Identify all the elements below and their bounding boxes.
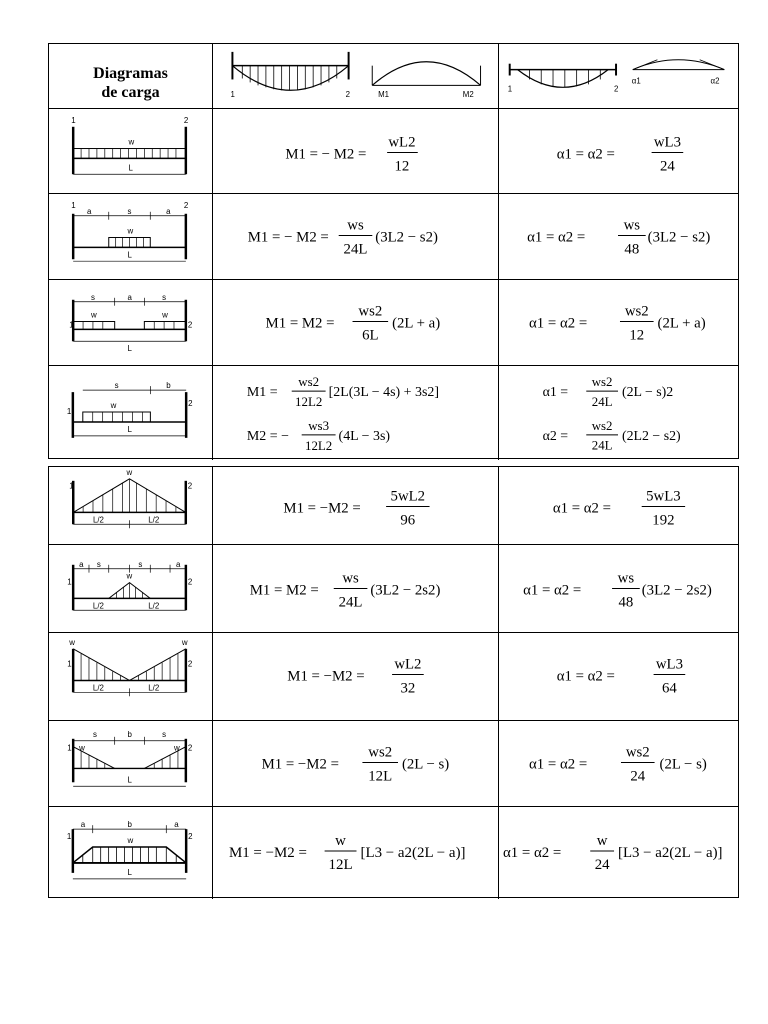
moment-line1-denominator: 12L2 — [295, 394, 323, 410]
slope-formula — [499, 633, 738, 720]
moment-formula — [213, 807, 498, 899]
slope-line1-denominator: 24L — [591, 395, 613, 410]
diagram-label-s: s — [90, 292, 95, 302]
diagram-label-b: b — [127, 820, 132, 830]
moment-numerator: wL2 — [388, 134, 416, 151]
diagram-label-1: 1 — [69, 320, 74, 330]
slope-denominator: 64 — [662, 680, 677, 697]
moment-formula-cell — [213, 721, 499, 806]
header-moment-label-m2: M2 — [462, 90, 474, 100]
diagram-label-l-half: L/2 — [92, 683, 104, 693]
diagram-label-2: 2 — [188, 399, 193, 409]
fixed-beam-moment-sketch — [213, 44, 498, 108]
header-title-cell — [49, 44, 213, 108]
moment-formula-cell — [213, 807, 499, 899]
diagram-label-2: 2 — [187, 320, 193, 330]
diagram-label-2: 2 — [183, 115, 189, 125]
moment-numerator: w — [335, 833, 346, 850]
moment-formula — [213, 194, 498, 279]
load-diagram-cell — [49, 366, 213, 460]
slope-formula-cell — [499, 807, 738, 899]
slope-line2-tail: (2L2 − s2) — [621, 428, 681, 444]
diagram-label-w: w — [127, 226, 134, 236]
diagram-label-l: L — [127, 867, 132, 877]
central-partial-load-diagram — [49, 194, 212, 279]
slope-formula — [499, 721, 738, 806]
slope-lhs: α1 = α2 = — [529, 315, 588, 332]
diagram-label-w: w — [128, 137, 135, 147]
diagram-label-2: 2 — [187, 481, 193, 491]
header-moment-label-1: 1 — [230, 90, 235, 100]
moment-numerator: ws — [347, 217, 364, 234]
slope-formula-cell — [499, 467, 738, 544]
slope-tail: (3L2 − 2s2) — [641, 582, 712, 599]
diagram-label-w: w — [90, 310, 97, 320]
table-part-2 — [48, 466, 739, 898]
diagram-label-1: 1 — [66, 832, 72, 842]
moment-formula-pair — [213, 366, 498, 460]
slope-tail: (3L2 − s2) — [647, 229, 711, 246]
diagram-label-w: w — [127, 836, 134, 846]
table-row — [49, 721, 738, 807]
moment-line1-tail: [2L(3L − 4s) + 3s2] — [328, 385, 440, 401]
moment-formula — [213, 280, 498, 365]
moment-lhs: M1 = −M2 = — [261, 756, 339, 773]
slope-formula — [499, 280, 738, 365]
load-diagram-cell — [49, 109, 213, 193]
diagram-label-l-half: L/2 — [92, 601, 104, 611]
moment-denominator: 32 — [400, 680, 416, 697]
moment-denominator: 12 — [394, 158, 410, 175]
diagram-label-b: b — [166, 381, 171, 391]
moment-tail: [L3 − a2(2L − a)] — [360, 844, 466, 861]
triangular-load-diagram — [49, 467, 212, 544]
moment-lhs: M1 = − M2 = — [285, 146, 367, 163]
moment-numerator: ws — [342, 570, 359, 587]
end-triangular-loads-diagram — [49, 721, 212, 806]
header-moment-label-m1: M1 — [378, 90, 390, 100]
slope-formula-cell — [499, 721, 738, 806]
diagram-label-1: 1 — [67, 743, 72, 753]
slope-line1-numerator: ws2 — [591, 375, 613, 390]
diagram-label-2: 2 — [187, 577, 193, 587]
moment-formula — [213, 545, 498, 632]
diagram-label-1: 1 — [67, 659, 72, 669]
diagram-label-w: w — [69, 637, 75, 647]
diagram-label-l-half: L/2 — [148, 683, 160, 693]
header-slope-label-2: 2 — [614, 84, 619, 94]
slope-denominator: 24 — [594, 856, 610, 873]
end-partial-loads-diagram — [49, 280, 212, 365]
slope-formula — [499, 545, 738, 632]
diagram-label-s: s — [114, 381, 119, 391]
moment-numerator: ws2 — [358, 303, 383, 320]
moment-tail: (3L2 − 2s2) — [370, 582, 441, 599]
table-row — [49, 807, 738, 899]
moment-line1-numerator: ws2 — [298, 374, 320, 390]
header-title — [49, 64, 212, 102]
slope-lhs: α1 = α2 = — [556, 668, 615, 685]
uniform-load-diagram — [49, 109, 212, 193]
slope-lhs: α1 = α2 = — [552, 500, 611, 517]
central-triangular-load-diagram — [49, 545, 212, 632]
slope-formula — [499, 194, 738, 279]
moment-formula — [213, 721, 498, 806]
load-diagram-cell — [49, 545, 213, 632]
diagram-label-w: w — [126, 467, 133, 477]
header-slope-diagram — [499, 44, 738, 108]
slope-numerator: 5wL3 — [646, 488, 681, 505]
load-diagram-cell — [49, 633, 213, 720]
diagram-label-w: w — [162, 310, 168, 320]
moment-denominator: 24L — [343, 241, 368, 258]
diagram-label-l: L — [127, 775, 132, 785]
slope-formula-cell — [499, 633, 738, 720]
header-title-line2: de carga — [101, 84, 160, 101]
slope-tail: (2L − s) — [659, 756, 707, 773]
load-diagram-cell — [49, 467, 213, 544]
moment-lhs: M1 = −M2 = — [287, 668, 365, 685]
diagram-label-l: L — [127, 250, 132, 260]
slope-formula — [499, 109, 738, 193]
table-part-1 — [48, 43, 739, 459]
diagram-label-a: a — [174, 820, 179, 830]
load-diagram-cell — [49, 194, 213, 279]
slope-denominator: 48 — [624, 241, 640, 258]
slope-lhs: α1 = α2 = — [556, 146, 615, 163]
slope-formula-cell — [499, 545, 738, 632]
slope-formula-cell — [499, 109, 738, 193]
moment-line1-lhs: M1 = — [246, 385, 278, 401]
moment-numerator: wL2 — [394, 656, 422, 673]
slope-numerator: ws — [617, 570, 635, 587]
moment-numerator: 5wL2 — [390, 488, 426, 505]
moment-tail: (2L + a) — [392, 315, 441, 332]
table-row — [49, 194, 738, 280]
diagram-label-s: s — [138, 559, 143, 569]
diagram-label-a: a — [127, 292, 132, 302]
table-row — [49, 545, 738, 633]
slope-denominator: 24 — [660, 158, 675, 175]
moment-lhs: M1 = M2 = — [249, 582, 319, 599]
moment-tail: (2L − s) — [401, 756, 450, 773]
diagram-label-a: a — [175, 559, 181, 569]
diagram-label-w: w — [173, 743, 180, 753]
fixed-beam-slope-sketch — [499, 44, 738, 108]
diagram-label-w: w — [79, 743, 85, 753]
moment-denominator: 24L — [338, 594, 363, 611]
moment-lhs: M1 = − M2 = — [247, 229, 329, 246]
slope-lhs: α1 = α2 = — [529, 756, 588, 773]
diagram-label-l: L — [128, 163, 133, 173]
diagram-label-1: 1 — [66, 406, 72, 416]
diagram-label-w: w — [181, 637, 188, 647]
diagram-label-1: 1 — [71, 200, 76, 210]
diagram-label-2: 2 — [183, 200, 189, 210]
moment-formula-cell — [213, 545, 499, 632]
left-partial-load-diagram — [49, 366, 212, 460]
diagram-label-w: w — [126, 571, 133, 581]
moment-tail: (3L2 − s2) — [375, 229, 438, 246]
header-moment-diagram — [213, 44, 499, 108]
load-diagram-cell — [49, 807, 213, 899]
load-diagram-cell — [49, 721, 213, 806]
load-diagram-cell — [49, 280, 213, 365]
diagram-label-w: w — [110, 401, 117, 411]
trapezoidal-load-diagram — [49, 807, 212, 899]
header-slope-label-1: 1 — [507, 84, 513, 94]
slope-formula — [499, 467, 738, 544]
moment-formula-cell — [213, 280, 499, 365]
moment-formula-cell — [213, 467, 499, 544]
slope-lhs: α1 = α2 = — [523, 582, 582, 599]
header-slope-label-a1: α1 — [631, 76, 641, 86]
slope-numerator: wL3 — [655, 656, 683, 673]
slope-line2-lhs: α2 = — [542, 428, 569, 444]
diagram-label-s: s — [127, 206, 132, 216]
moment-formula-cell — [213, 109, 499, 193]
slope-formula-cell — [499, 366, 738, 460]
diagram-label-l: L — [127, 424, 132, 434]
moment-line2-numerator: ws3 — [308, 417, 330, 433]
moment-denominator: 96 — [400, 512, 416, 529]
moment-formula-cell — [213, 366, 499, 460]
moment-formula-cell — [213, 194, 499, 279]
slope-tail: [L3 − a2(2L − a)] — [618, 844, 723, 861]
moment-lhs: M1 = M2 = — [265, 315, 335, 332]
diagram-label-l: L — [127, 344, 132, 354]
moment-formula — [213, 633, 498, 720]
header-moment-label-2: 2 — [345, 90, 351, 100]
diagram-label-l-half: L/2 — [148, 601, 160, 611]
table-row — [49, 109, 738, 194]
slope-lhs: α1 = α2 = — [527, 229, 586, 246]
slope-formula — [499, 807, 738, 899]
moment-line2-lhs: M2 = − — [246, 428, 289, 444]
moment-line2-denominator: 12L2 — [304, 437, 333, 453]
diagram-label-2: 2 — [187, 659, 193, 669]
diagram-label-a: a — [80, 820, 86, 830]
slope-numerator: ws — [623, 217, 641, 234]
moment-lhs: M1 = −M2 = — [283, 500, 361, 517]
diagram-label-b: b — [127, 729, 132, 739]
header-row — [49, 44, 738, 109]
slope-denominator: 192 — [652, 512, 675, 529]
slope-denominator: 24 — [630, 768, 646, 785]
diagram-label-2: 2 — [187, 743, 193, 753]
diagram-label-s: s — [162, 292, 167, 302]
slope-line1-lhs: α1 = — [542, 385, 569, 401]
table-row — [49, 366, 738, 460]
slope-lhs: α1 = α2 = — [502, 844, 562, 861]
slope-line2-numerator: ws2 — [591, 418, 613, 433]
slope-line2-denominator: 24L — [591, 438, 613, 453]
slope-tail: (2L + a) — [657, 315, 706, 332]
moment-lhs: M1 = −M2 = — [228, 844, 307, 861]
slope-formula-cell — [499, 280, 738, 365]
moment-line2-tail: (4L − 3s) — [338, 428, 391, 444]
slope-line1-tail: (2L − s)2 — [621, 385, 674, 401]
moment-denominator: 6L — [362, 327, 379, 344]
slope-numerator: wL3 — [653, 134, 681, 151]
slope-numerator: w — [596, 833, 608, 850]
diagram-label-1: 1 — [71, 115, 76, 125]
diagram-label-l-half: L/2 — [148, 515, 160, 525]
slope-formula-pair — [499, 366, 738, 460]
diagram-label-s: s — [96, 559, 101, 569]
moment-formula — [213, 467, 498, 544]
diagram-label-a: a — [79, 559, 84, 569]
diagram-label-a: a — [166, 206, 171, 216]
table-row — [49, 280, 738, 366]
table-row — [49, 467, 738, 545]
diagram-label-1: 1 — [67, 577, 72, 587]
diagram-label-1: 1 — [69, 481, 74, 491]
moment-formula-cell — [213, 633, 499, 720]
slope-formula-cell — [499, 194, 738, 279]
v-shaped-load-diagram — [49, 633, 212, 720]
slope-denominator: 48 — [618, 594, 634, 611]
header-slope-label-a2: α2 — [710, 76, 720, 86]
slope-numerator: ws2 — [625, 744, 650, 761]
slope-denominator: 12 — [629, 327, 645, 344]
diagram-label-s: s — [92, 729, 97, 739]
moment-numerator: ws2 — [368, 744, 393, 761]
diagram-label-l-half: L/2 — [92, 515, 104, 525]
header-title-line1: Diagramas — [93, 65, 168, 82]
moment-denominator: 12L — [328, 856, 353, 873]
diagram-label-2: 2 — [188, 832, 193, 842]
moment-denominator: 12L — [368, 768, 393, 785]
slope-numerator: ws2 — [624, 303, 649, 320]
diagram-label-a: a — [87, 206, 92, 216]
moment-formula — [213, 109, 498, 193]
table-row — [49, 633, 738, 721]
diagram-label-s: s — [162, 729, 167, 739]
